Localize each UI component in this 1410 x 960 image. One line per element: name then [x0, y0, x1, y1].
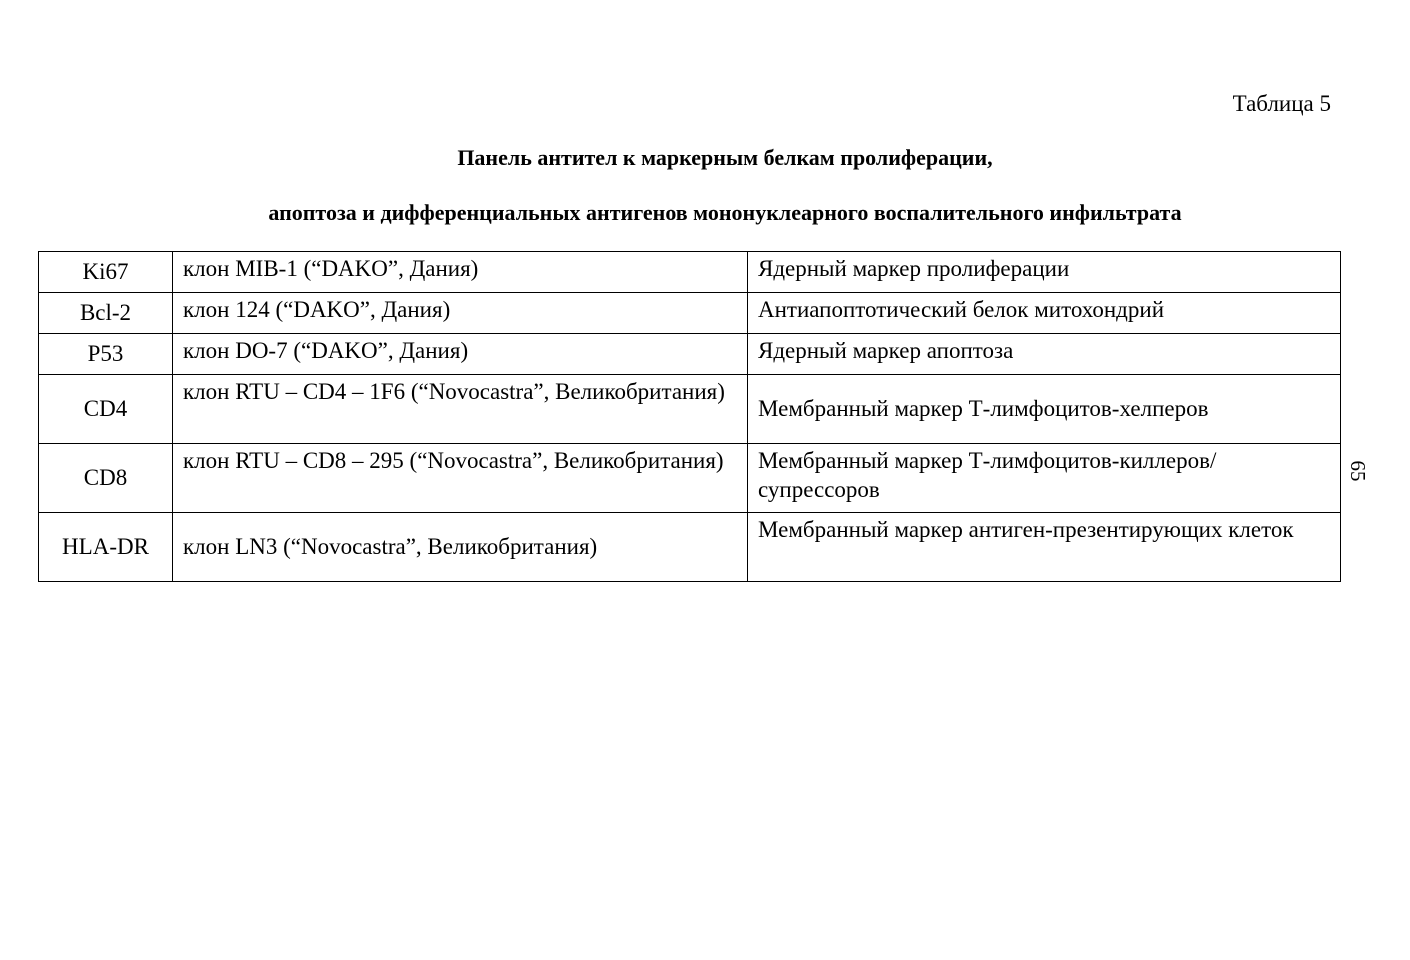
marker-cell: CD8 — [39, 444, 173, 513]
marker-cell: Bcl-2 — [39, 293, 173, 334]
clone-cell: клон DO-7 (“DAKO”, Дания) — [173, 334, 748, 375]
clone-cell: клон RTU – CD8 – 295 (“Novocastra”, Великобритания) — [173, 444, 748, 513]
table-row — [39, 293, 1341, 334]
clone-cell: клон RTU – CD4 – 1F6 (“Novocastra”, Великобритания) — [173, 375, 748, 444]
table-title-line-1: Панель антител к маркерным белкам пролиферации, — [457, 145, 993, 170]
description-cell: Мембранный маркер Т-лимфоцитов-хелперов — [748, 375, 1341, 444]
page-number: 65 — [1346, 460, 1370, 482]
marker-cell: P53 — [39, 334, 173, 375]
table-row — [39, 444, 1341, 513]
description-cell: Мембранный маркер антиген-презентирующих клеток — [748, 513, 1341, 582]
table-row — [39, 375, 1341, 444]
table-number-label: Таблица 5 — [1232, 91, 1331, 116]
table-row — [39, 334, 1341, 375]
clone-cell: клон 124 (“DAKO”, Дания) — [173, 293, 748, 334]
clone-cell: клон MIB-1 (“DAKO”, Дания) — [173, 252, 748, 293]
marker-cell: Ki67 — [39, 252, 173, 293]
antibody-panel-table — [38, 251, 1341, 582]
marker-cell: CD4 — [39, 375, 173, 444]
description-cell: Ядерный маркер пролиферации — [748, 252, 1341, 293]
description-cell: Мембранный маркер Т-лимфоцитов-киллеров/супрессоров — [748, 444, 1341, 513]
table-title-line-2: апоптоза и дифференциальных антигенов мононуклеарного воспалительного инфильтрата — [268, 200, 1182, 225]
description-cell: Ядерный маркер апоптоза — [748, 334, 1341, 375]
clone-cell: клон LN3 (“Novocastra”, Великобритания) — [173, 513, 748, 582]
table-row — [39, 513, 1341, 582]
marker-cell: HLA-DR — [39, 513, 173, 582]
description-cell: Антиапоптотический белок митохондрий — [748, 293, 1341, 334]
table-row — [39, 252, 1341, 293]
